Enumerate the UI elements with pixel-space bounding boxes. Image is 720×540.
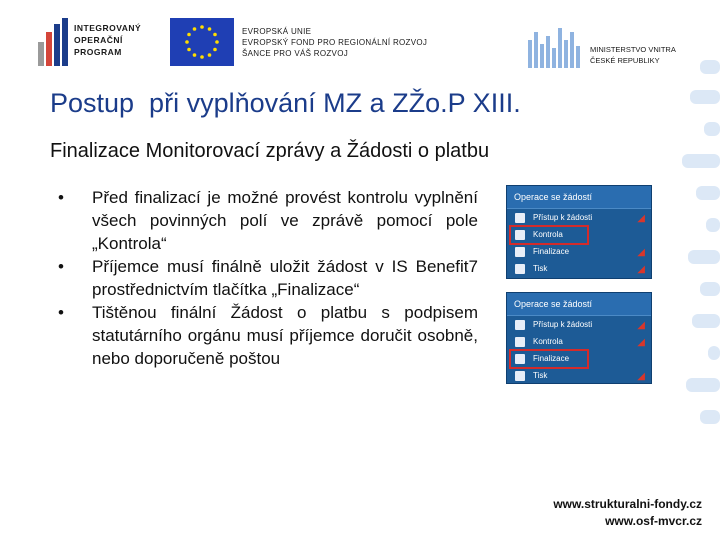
panel-row-access[interactable] <box>511 317 647 333</box>
iop-line-1: INTEGROVANÝ <box>74 23 142 33</box>
footer-links <box>553 496 702 530</box>
panel-heading: Operace se žádostí <box>507 293 651 316</box>
panel-heading: Operace se žádostí <box>507 186 651 209</box>
panel-row-kontrola[interactable] <box>511 334 647 350</box>
pencil-icon: ◢ <box>637 320 645 331</box>
panel-row-kontrola[interactable] <box>511 227 587 243</box>
eu-star-icon <box>187 48 191 52</box>
footer-link-osf-mvcr[interactable]: www.osf-mvcr.cz <box>605 514 702 528</box>
bullet-item <box>58 186 478 255</box>
eu-star-icon <box>208 27 212 31</box>
eu-star-icon <box>208 53 212 57</box>
panel-row-label: Finalizace <box>533 354 570 363</box>
checkmark-icon <box>515 337 525 347</box>
pencil-icon: ◢ <box>637 264 645 275</box>
panel-row-label: Kontrola <box>533 230 563 239</box>
bullet-text: Příjemce musí finálně uložit žádost v IS Benefit7 prostřednictvím tlačítka „Finalizace“ <box>92 257 478 299</box>
mv-line-2: ČESKÉ REPUBLIKY <box>590 56 660 65</box>
eu-flag-icon <box>170 18 234 66</box>
eu-star-icon <box>200 25 204 29</box>
eu-star-icon <box>200 55 204 59</box>
bullet-item <box>58 301 478 370</box>
print-icon <box>515 371 525 381</box>
panel-row-label: Přístup k žádosti <box>533 213 593 222</box>
eu-star-icon <box>193 27 197 31</box>
iop-logo <box>38 18 158 66</box>
panel-row-access[interactable] <box>511 210 647 226</box>
panel-row-tisk[interactable] <box>511 368 647 384</box>
eu-star-icon <box>213 33 217 37</box>
footer-link-strukturalni-fondy[interactable]: www.strukturalni-fondy.cz <box>553 497 702 511</box>
panel-row-finalizace[interactable] <box>511 244 647 260</box>
bullet-text: Tištěnou finální Žádost o platbu s podpisem statutárního orgánu musí příjemce doručit osobně, nebo doporučeně poštou <box>92 303 478 368</box>
eu-star-icon <box>215 40 219 44</box>
panel-row-finalizace[interactable] <box>511 351 587 367</box>
eu-star-icon <box>213 48 217 52</box>
pencil-icon: ◢ <box>637 247 645 258</box>
pencil-icon: ◢ <box>637 371 645 382</box>
mv-line-1: MINISTERSTVO VNITRA <box>590 45 676 54</box>
pencil-icon: ◢ <box>637 213 645 224</box>
operations-panel-kontrola <box>506 185 652 279</box>
slide-subtitle: Finalizace Monitorovací zprávy a Žádosti o platbu <box>50 140 490 162</box>
panel-row-label: Přístup k žádosti <box>533 320 593 329</box>
checkmark-icon <box>515 230 525 240</box>
operations-panel-finalizace <box>506 292 652 384</box>
mv-bars-icon <box>528 28 584 72</box>
print-icon <box>515 264 525 274</box>
panel-row-label: Tisk <box>533 371 548 380</box>
lock-icon <box>515 247 525 257</box>
panel-row-label: Tisk <box>533 264 548 273</box>
iop-line-3: PROGRAM <box>74 47 122 57</box>
eu-logo <box>170 18 435 66</box>
bullet-dot: • <box>58 257 64 276</box>
document-icon <box>515 213 525 223</box>
eu-line-1: EVROPSKÁ UNIE <box>242 27 312 36</box>
document-icon <box>515 320 525 330</box>
eu-star-icon <box>187 33 191 37</box>
eu-line-2: EVROPSKÝ FOND PRO REGIONÁLNÍ ROZVOJ <box>242 38 428 47</box>
header <box>0 0 720 80</box>
eu-star-icon <box>185 40 189 44</box>
eu-star-icon <box>193 53 197 57</box>
slide-title: Postup při vyplňování MZ a ZŽo.P XIII. <box>50 88 521 118</box>
lock-icon <box>515 354 525 364</box>
bullet-list <box>58 186 478 370</box>
panel-row-label: Kontrola <box>533 337 563 346</box>
bullet-text: Před finalizací je možné provést kontrolu vyplnění všech povinných polí ve zprávě pomocí pole „Kontrola“ <box>92 188 478 253</box>
eu-line-3: ŠANCE PRO VÁŠ ROZVOJ <box>242 49 349 58</box>
bullet-dot: • <box>58 303 64 322</box>
iop-bars-icon <box>38 18 70 66</box>
panel-row-tisk[interactable] <box>511 261 647 277</box>
bullet-item <box>58 255 478 301</box>
iop-line-2: OPERAČNÍ <box>74 35 123 45</box>
panel-row-label: Finalizace <box>533 247 570 256</box>
pencil-icon: ◢ <box>637 337 645 348</box>
bullet-dot: • <box>58 188 64 207</box>
